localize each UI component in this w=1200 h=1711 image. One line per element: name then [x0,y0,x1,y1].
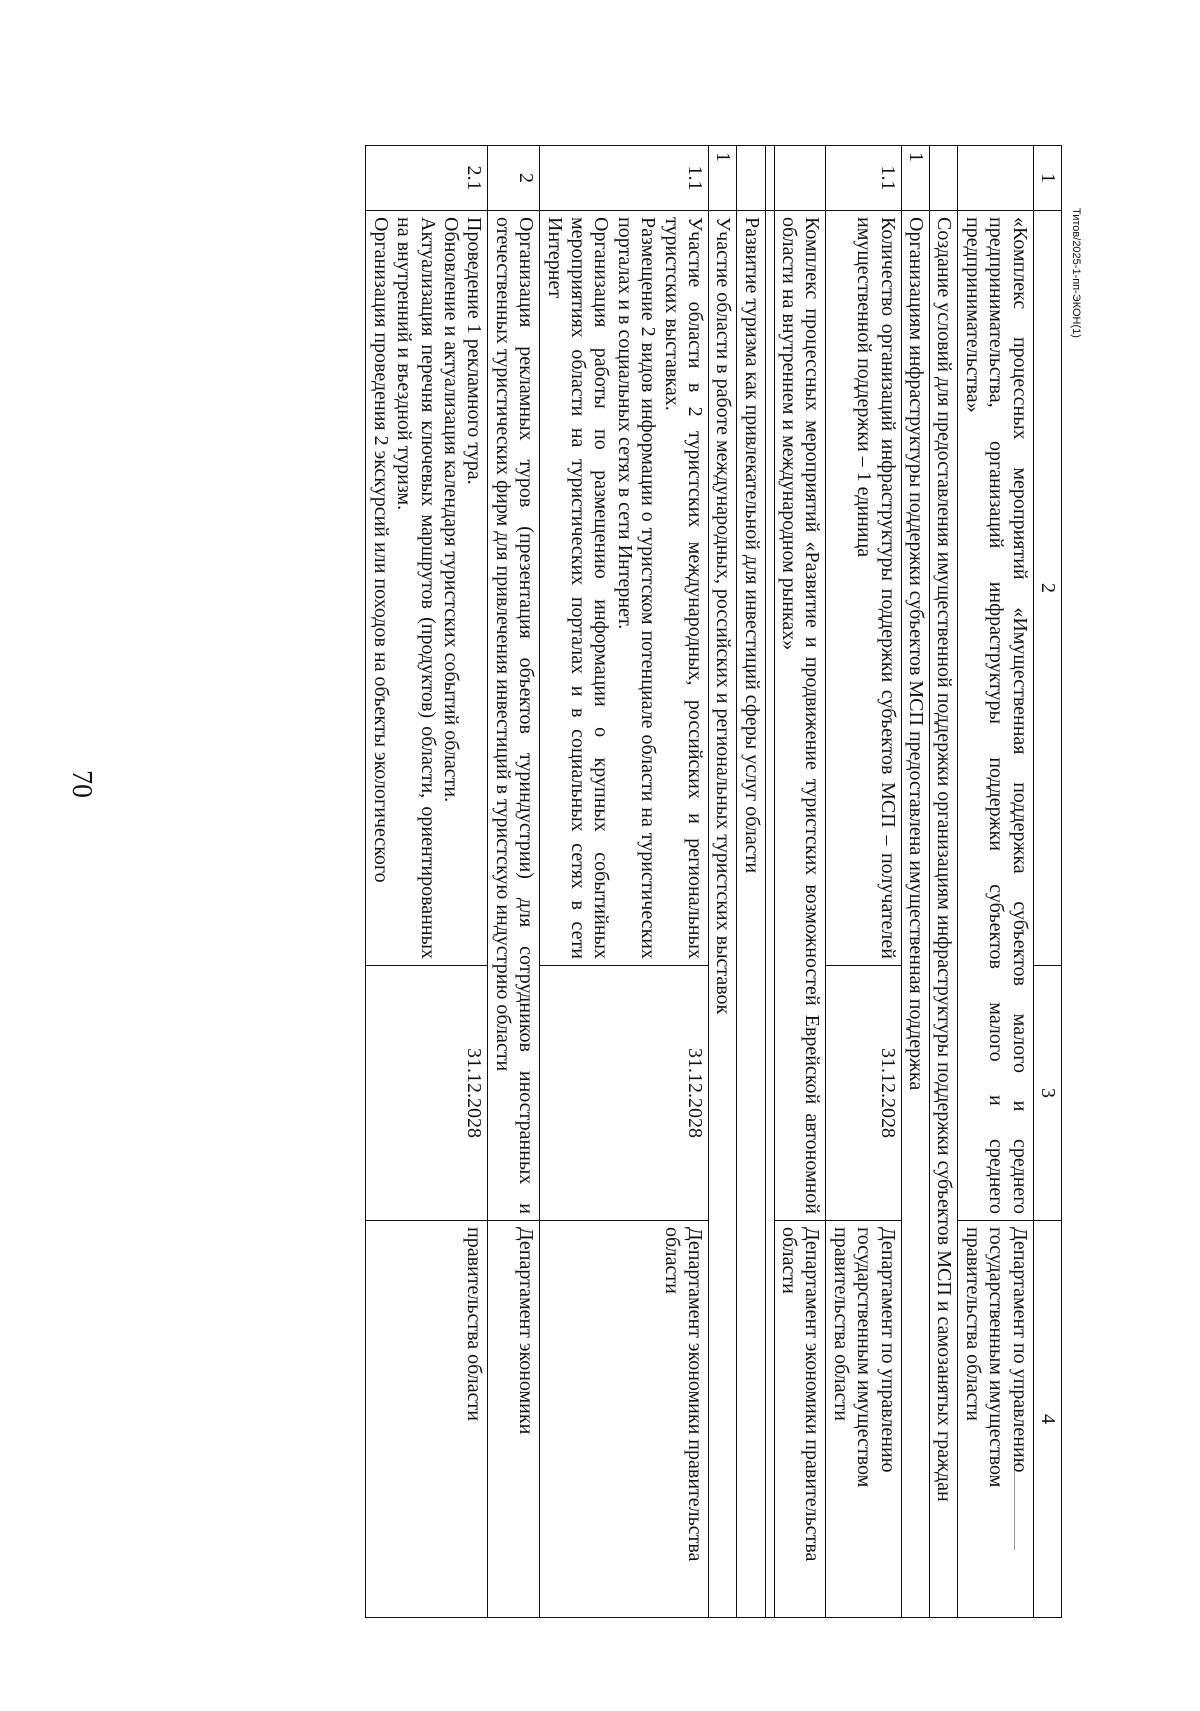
header-col-3: 3 [1033,966,1061,1221]
measure-line: Обновление и актуализация календаря туристских событий области. [440,217,463,803]
document-code: Титов/2025-1-пп-ЭКОН(1) [1070,208,1082,338]
row-num-cell: 2 [488,146,540,211]
table-row [737,146,765,1618]
responsible-cell: Департамент экономики правительства области [774,1221,826,1618]
row-num-cell [958,146,1033,211]
task-span-cell: Организация рекламных туров (презентация объектов туриндустрии) для сотрудников иностранных и отечественных туристических фирм для привлечения инвестиций в туристскую индустрию области [488,211,540,1221]
row-num-cell: 1.1 [540,146,709,211]
responsible-cell: Департамент по управлению государственным имуществом правительства области [958,1221,1033,1618]
table-row [540,146,709,1618]
complex-title-cell: «Комплекс процессных мероприятий «Имущественная поддержка субъектов малого и среднего предпринимательства, организаций инфраструктуры поддержки субъектов малого и среднего предпринимательства» [958,211,1033,1221]
table-row [488,146,540,1618]
header-col-4: 4 [1033,1221,1061,1618]
task-span-cell: Развитие туризма как привлекательной для инвестиций сферы услуг области [737,211,765,1618]
table-row [901,146,929,1618]
table-row [826,146,901,1618]
responsible-cell: Департамент по управлению государственным имуществом правительства области [826,1221,901,1618]
row-num-cell: 1.1 [826,146,901,211]
measures-table [365,145,1062,1618]
responsible-cell: Департамент экономики правительства области [540,1221,709,1618]
task-span-cell: Организациям инфраструктуры поддержки субъектов МСП предоставлена имущественная поддержка [901,211,929,1618]
measure-line: Актуализация перечня ключевых маршрутов (продуктов) области, ориентированных на внутренний и въездной туризм. [393,217,439,959]
complex-title-cell: Комплекс процессных мероприятий «Развитие и продвижение туристских возможностей Еврейской автономной области на внутреннем и международном рынках» [774,211,826,1221]
row-num-cell [774,146,826,211]
measure-line: Участие области в 2 туристских международных, российских и региональных туристских выставках. [660,217,706,959]
responsible-cell: Департамент экономики [488,1221,540,1618]
table-row-blank [765,146,774,1618]
page-number: 70 [66,770,97,798]
row-num-cell: 1 [901,146,929,211]
deadline-cell: 31.12.2028 [826,966,901,1221]
table-header-row [1033,146,1061,1618]
task-span-cell: Участие области в работе международных, российских и региональных туристских выставок [708,211,736,1618]
table-row [708,146,736,1618]
deadline-cell: 31.12.2028 [366,966,488,1221]
table-row [958,146,1033,1618]
row-num-cell: 2.1 [366,146,488,211]
table-row [930,146,958,1618]
row-num-cell: 1 [708,146,736,211]
row-num-cell [930,146,958,211]
row-num-cell [737,146,765,211]
measure-line: Проведение 1 рекламного тура. [463,217,486,485]
measure-text-cell: Количество организаций инфраструктуры поддержки субъектов МСП – получателей имущественной поддержки – 1 единица [826,211,901,966]
measure-text-cell [540,211,709,966]
deadline-cell: 31.12.2028 [540,966,709,1221]
header-col-1: 1 [1033,146,1061,211]
measure-line: Размещение 2 видов информации о туристском потенциале области на туристических порталах и в социальных сетях в сети Интернет. [613,217,660,959]
responsible-cell: правительства области [366,1221,488,1618]
measure-line: Организация работы по размещению информации о крупных событийных мероприятиях области на туристических порталах и в социальных сетях в сети Интернет [543,217,613,959]
header-col-2: 2 [1033,211,1061,966]
task-span-cell: Создание условий для предоставления имущественной поддержки организациям инфраструктуры поддержки субъектов МСП и самозанятых граждан [930,211,958,1618]
measure-text-cell [366,211,488,966]
rotated-table-wrapper [174,145,1062,1565]
table-row [774,146,826,1618]
table-row [366,146,488,1618]
measure-line: Организация проведения 2 экскурсий или походов на объекты экологического [369,217,392,883]
